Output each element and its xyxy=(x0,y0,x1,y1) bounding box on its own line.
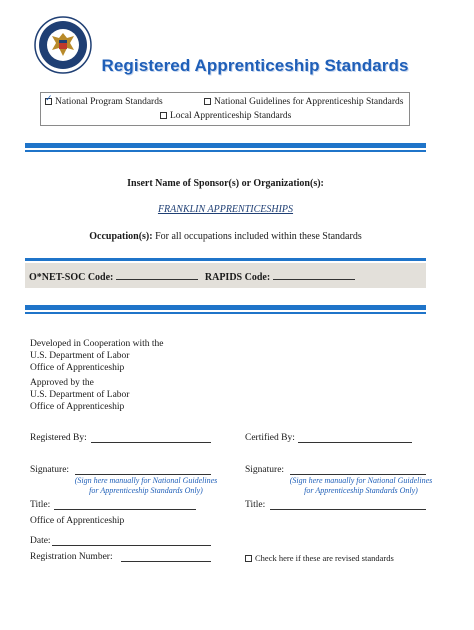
title-label: Title: xyxy=(30,500,51,510)
date-label: Date: xyxy=(30,536,51,546)
office-label: Office of Apprenticeship xyxy=(30,516,125,526)
divider-band-thin xyxy=(25,312,426,314)
checkbox-icon[interactable] xyxy=(204,98,211,105)
occupation-line xyxy=(25,231,426,242)
signature-hint-right: (Sign here manually for National Guidelines for Apprenticeship Standards Only) xyxy=(289,476,433,495)
onet-label: O*NET-SOC Code: xyxy=(29,272,114,283)
cooperation-block: Developed in Cooperation with the U.S. Department of Labor Office of Apprenticeship xyxy=(30,339,164,373)
registered-by-field[interactable] xyxy=(91,442,211,443)
revised-standards-option[interactable]: Check here if these are revised standards xyxy=(245,553,394,563)
rapids-field[interactable] xyxy=(273,270,355,280)
date-field[interactable] xyxy=(52,545,211,546)
option-national-program[interactable]: ✓National Program Standards xyxy=(45,97,163,108)
checkbox-icon[interactable] xyxy=(245,555,252,562)
title-field-right[interactable] xyxy=(270,509,426,510)
option-national-guidelines[interactable]: National Guidelines for Apprenticeship Standards xyxy=(204,97,403,108)
signature-label-right: Signature: xyxy=(245,465,285,475)
sponsor-name: FRANKLIN APPRENTICESHIPS xyxy=(157,204,294,215)
signature-field[interactable] xyxy=(75,474,211,475)
codes-line xyxy=(29,270,355,283)
rapids-label: RAPIDS Code: xyxy=(204,272,271,283)
document-title: Registered Apprenticeship Standards xyxy=(101,56,409,75)
approval-block: Approved by the U.S. Department of Labor Office of Apprenticeship xyxy=(30,378,130,412)
title-label-right: Title: xyxy=(245,500,266,510)
signature-field-right[interactable] xyxy=(290,474,426,475)
occupation-value: For all occupations included within these Standards xyxy=(155,231,362,242)
certified-by-label: Certified By: xyxy=(245,433,295,443)
registration-number-label: Registration Number: xyxy=(30,552,113,562)
registered-by-label: Registered By: xyxy=(30,433,87,443)
certified-by-field[interactable] xyxy=(298,442,412,443)
divider-band xyxy=(25,258,426,261)
registration-number-field[interactable] xyxy=(121,561,211,562)
sponsor-label: Insert Name of Sponsor(s) or Organization(s): xyxy=(127,178,324,189)
divider-band-thin xyxy=(25,150,426,152)
dol-seal-icon xyxy=(34,16,92,74)
onet-field[interactable] xyxy=(116,270,198,280)
signature-label: Signature: xyxy=(30,465,70,475)
occupation-label: Occupation(s): xyxy=(89,231,153,242)
option-local-standards[interactable]: Local Apprenticeship Standards xyxy=(160,111,291,122)
divider-band xyxy=(25,143,426,148)
signature-hint: (Sign here manually for National Guidelines for Apprenticeship Standards Only) xyxy=(74,476,218,495)
checkbox-icon[interactable] xyxy=(160,112,167,119)
checkbox-checked-icon[interactable] xyxy=(45,98,52,105)
divider-band xyxy=(25,305,426,310)
title-field[interactable] xyxy=(54,509,196,510)
